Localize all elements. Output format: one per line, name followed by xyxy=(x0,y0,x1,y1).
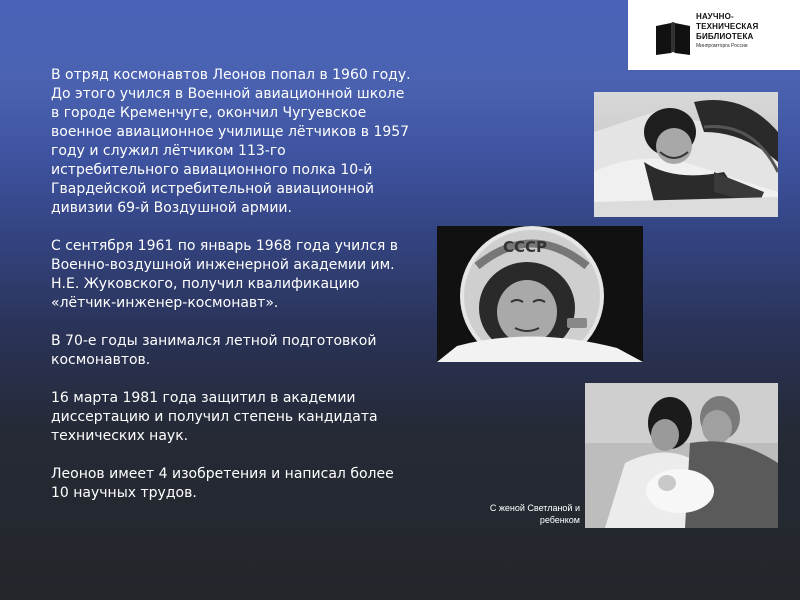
logo-line-1: НАУЧНО- xyxy=(696,12,734,21)
photo-pilot-cockpit xyxy=(594,92,778,217)
biography-text xyxy=(51,66,411,522)
logo-line-2: ТЕХНИЧЕСКАЯ xyxy=(696,22,759,31)
library-logo[interactable] xyxy=(628,0,800,70)
photo-family xyxy=(585,383,778,528)
photo-caption: С женой Светланой и ребенком xyxy=(489,503,580,525)
paragraph-1: В отряд космонавтов Леонов попал в 1960 году. До этого учился в Военной авиационной школе в городе Кременчуге, окончил Чугуевское военное авиационное училище лётчиков в 1957 году и служил лётчиком 113-го истребительного авиационного полка 10-й Гвардейской истребительной авиационной дивизии 69-й Воздушной армии. xyxy=(51,67,411,216)
paragraph-3: В 70-е годы занимался летной подготовкой космонавтов. xyxy=(51,333,377,368)
logo-subtitle: Минпромторга России xyxy=(696,43,748,49)
helmet-lettering: СССР xyxy=(503,238,548,256)
paragraph-5: Леонов имеет 4 изобретения и написал более 10 научных трудов. xyxy=(51,466,394,501)
logo-text xyxy=(696,12,758,50)
photo-cosmonaut-helmet xyxy=(437,226,643,362)
paragraph-2: С сентября 1961 по январь 1968 года учился в Военно-воздушной инженерной академии им. Н.Е. Жуковского, получил квалификацию «лётчик-инженер-космонавт». xyxy=(51,238,399,311)
paragraph-4: 16 марта 1981 года защитил в академии диссертацию и получил степень кандидата технических наук. xyxy=(51,390,378,444)
logo-line-3: БИБЛИОТЕКА xyxy=(696,32,754,41)
open-book-icon xyxy=(654,20,692,56)
